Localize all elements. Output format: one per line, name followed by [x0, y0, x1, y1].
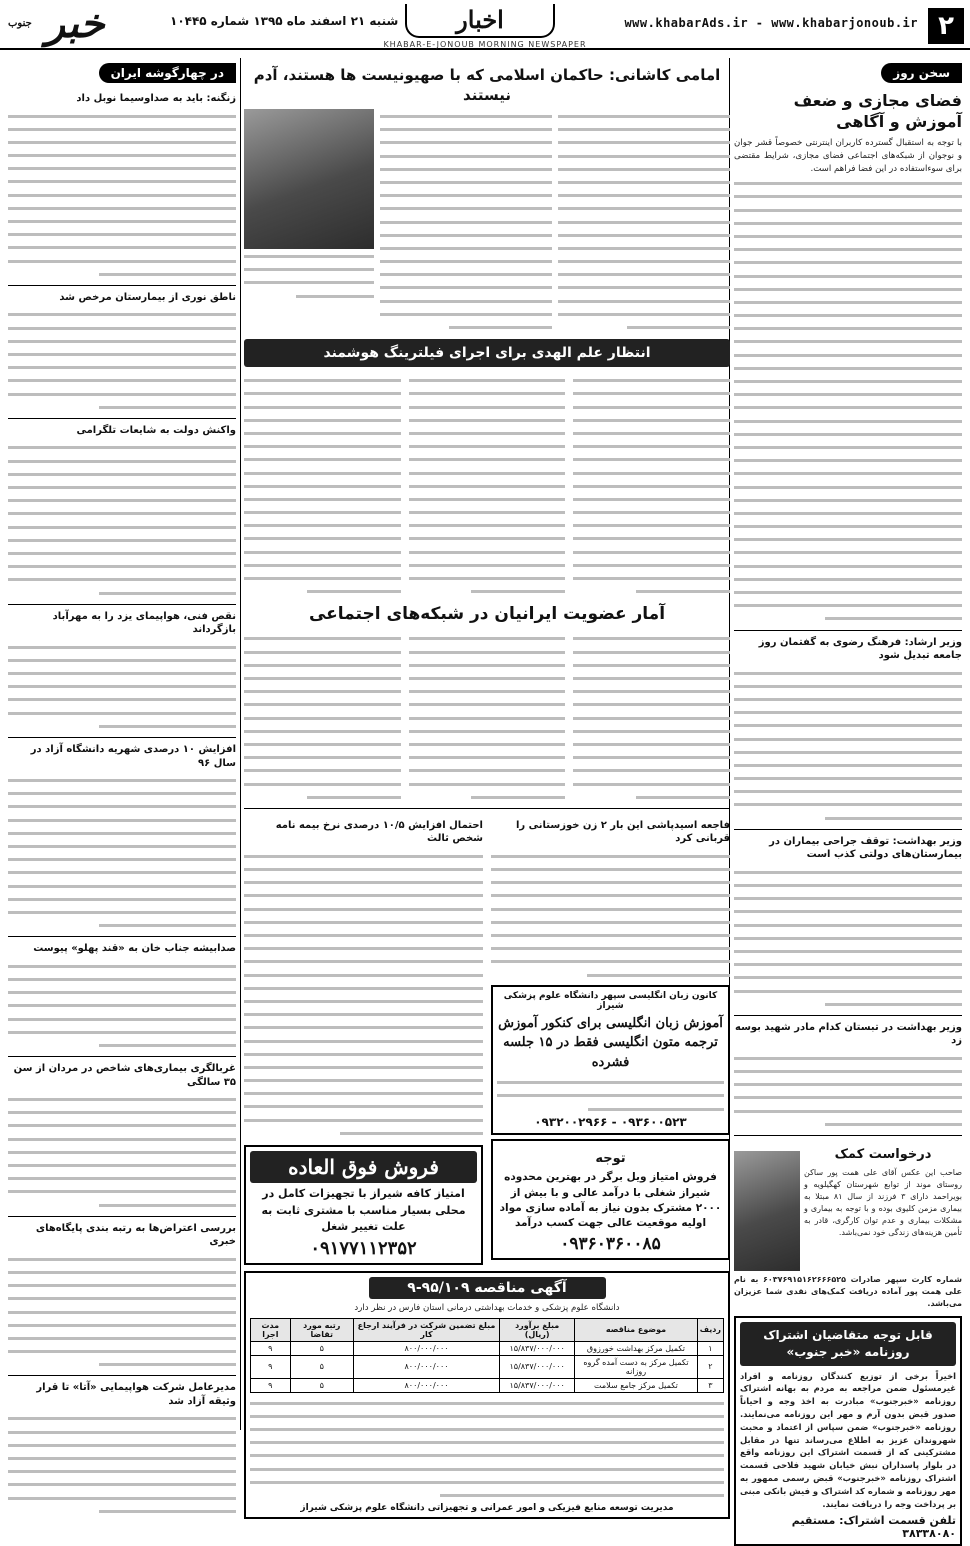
news-item-title: زنگنه: باید به صداوسیما نوبل داد [76, 93, 236, 104]
article-body [558, 109, 730, 333]
tender-subtitle: دانشگاه علوم پزشکی و خدمات بهداشتی درمانی استان فارس در نظر دارد [354, 1302, 620, 1313]
headline-banner: انتظار علم الهدی برای اجرای فیلترینگ هوشمند [244, 339, 730, 367]
ad-phone: ۰۹۱۷۷۱۱۲۳۵۲ [310, 1237, 417, 1259]
editorial-lead: با توجه به استقبال گسترده کاربران اینترنتی خصوصاً قشر جوان و نوجوان از شبکه‌های اجتماعی فضای مجازی، شرایط مقتضی برای سوءاستفاده در این فضا فراهم است. [734, 137, 962, 174]
story-body [734, 865, 962, 1010]
tender-col-header: ردیف [697, 1318, 723, 1341]
story-body [734, 1051, 962, 1130]
table-cell: ۱۵/۸۳۷/۰۰۰/۰۰۰ [500, 1378, 575, 1392]
table-cell: ۱۵/۸۳۷/۰۰۰/۰۰۰ [500, 1355, 575, 1378]
column-tag: سخن روز [881, 63, 962, 83]
article-body [380, 109, 552, 333]
site-url[interactable]: www.khabarAds.ir - www.khabarjonoub.ir [624, 16, 918, 30]
editorial-body [734, 176, 962, 624]
lower-row [244, 814, 730, 1265]
news-item-body [8, 640, 236, 732]
help-text: صاحب این عکس آقای علی همت پور ساکن روستای موند از توابع شهرستان کهگیلویه و بویراحمد دارای ۳ فرزند از سال ۸۱ مبتلا به بیماری مزمن کلیوی بوده و با توجه به بیماری و مشکلات بیماری و عدم توان کارگری، قادر به تأمین هزینه‌های زندگی خود نمی‌باشد. [804, 1167, 962, 1237]
ad-details [497, 1075, 724, 1115]
ad-title: آموزش زبان انگلیسی برای کنکور آموزش ترجمه متون انگلیسی فقط در ۱۵ جلسه فشرده [498, 1015, 723, 1070]
news-item-body [8, 1252, 236, 1371]
column-tag: در چهارگوشه ایران [99, 63, 236, 83]
table-cell: ۵ [290, 1378, 353, 1392]
news-item-body [8, 440, 236, 598]
table-cell: ۸۰۰/۰۰۰/۰۰۰ [353, 1355, 499, 1378]
news-item-title: بررسی اعتراض‌ها به رتبه بندی پایگاه‌های خبری [35, 1222, 236, 1248]
page-number: ۲ [928, 8, 964, 44]
tender-col-header: موضوع مناقصه [575, 1318, 698, 1341]
subscription-title: قابل توجه متقاضیان اشتراک روزنامه «خبر جنوب» [740, 1322, 956, 1366]
ad-text: فروش امتیاز ویل برگر در بهترین محدوده شیراز شغلی با درآمد عالی و با بیش از ۲۰۰۰ مشترک بدون نیاز به آماده سازی مواد اولیه موقعیت عالی جهت کسب درآمد [499, 1171, 722, 1230]
story-body [491, 849, 730, 981]
tender-col-header: مدت اجرا [251, 1318, 291, 1341]
column-rule [240, 58, 241, 1430]
ad-phone: ۰۹۳۶۰۰۵۲۳ - ۰۹۳۲۰۰۲۹۶۶ [534, 1114, 687, 1129]
table-cell: ۱۵/۸۳۷/۰۰۰/۰۰۰ [500, 1341, 575, 1355]
table-cell: ۸۰۰/۰۰۰/۰۰۰ [353, 1378, 499, 1392]
cleric-photo [244, 109, 374, 249]
article-photo-wrap [244, 109, 374, 333]
table-cell: ۵ [290, 1355, 353, 1378]
tender-col-header: رتبه مورد تقاضا [290, 1318, 353, 1341]
table-row [251, 1378, 724, 1392]
section-title: اخبار [405, 4, 555, 38]
article-columns [244, 631, 730, 802]
table-cell: ۸۰۰/۰۰۰/۰۰۰ [353, 1341, 499, 1355]
help-request [734, 1141, 962, 1271]
story-title: فاجعه اسیدپاشی این بار ۲ زن خوزستانی را قربانی کرد [516, 819, 730, 845]
story-title: احتمال افزایش ۱۰/۵ درصدی نرخ بیمه نامه شخص ثالث [275, 819, 483, 845]
news-item-title: غربالگری بیماری‌های شاخص در مردان از سن ۳۵ سالگی [13, 1063, 236, 1088]
news-item-body [8, 959, 236, 1051]
news-item-body [8, 1092, 236, 1211]
table-cell: ۹ [251, 1341, 291, 1355]
tender-conditions [250, 1396, 724, 1502]
table-cell: تکمیل مرکز بهداشت خورزوق [575, 1341, 698, 1355]
help-title: درخواست کمک [834, 1147, 932, 1163]
right-column [734, 62, 962, 1546]
ad-head: توجه [595, 1150, 626, 1166]
left-column [8, 62, 236, 1517]
ad-text: امتیاز کافه شیراز با تجهیزات کامل در محلی بسیار مناسب با مشتری ثابت به علت تغییر شغل [261, 1187, 466, 1234]
table-cell: ۳ [697, 1378, 723, 1392]
subscription-text: اخیراً برخی از توزیع کنندگان روزنامه و افراد غیرمسئول ضمن مراجعه به مردم به بهانه اشتراک روزنامه «خبرجنوب» مبادرت به اخذ وجه و احیاناً صدور قبض بدون آرم و مهر این روزنامه می‌نمایند. روزنامه «خبرجنوب» ضمن سپاس از اعتماد و محبت شهروندان عزیز به اطلاع می‌رساند تنها در مقابل مشترکینی که از قسمت اشتراک این روزنامه واقع در بلوار پاسداران نبش خیابان شهید فلاحی قسمت اشتراک روزنامه «خبرجنوب» قبض رسمی ممهور به مهر روزنامه و شماره کد اشتراک و فیش بانکی مبنی بر پرداخت وجه را دریافت نمایند. [740, 1370, 956, 1509]
news-item-title: نقص فنی، هواپیمای یزد را به مهرآباد بازگرداند [52, 610, 236, 636]
news-item-body [8, 1411, 236, 1517]
news-item-body [8, 109, 236, 280]
tender-notice [244, 1271, 730, 1520]
story-body [734, 666, 962, 824]
ad-phone: ۰۹۳۶۰۳۶۰۰۸۵ [560, 1234, 661, 1255]
tender-title: آگهی مناقصه ۹۵/۱۰۹-۹ [369, 1277, 606, 1299]
tender-col-header: مبلغ برآورد (ریال) [500, 1318, 575, 1341]
article-columns [244, 373, 730, 597]
tender-footer: مدیریت توسعه منابع فیزیکی و امور عمرانی و تجهیزاتی دانشگاه علوم پزشکی شیراز [300, 1503, 674, 1514]
help-account: شماره کارت سپهر صادرات ۶۰۳۷۶۹۱۵۱۶۲۶۶۶۵۲۵ به نام علی همت پور آماده دریافت کمک‌های نقدی شما عزیزان می‌باشد. [734, 1275, 962, 1309]
news-item-title: صدابیشه جناب خان به «قند پهلو» پیوست [33, 943, 236, 955]
story-title: وزیر ارشاد: فرهنگ رضوی به گفتمان روز جامعه تبدیل شود [758, 636, 962, 662]
story-body [244, 849, 483, 1139]
ad-cafe-sale [244, 1145, 483, 1265]
news-item-title: مدیرعامل شرکت هواپیمایی «آتا» تا قرار وثیقه آزاد شد [36, 1382, 236, 1407]
main-headline: امامی کاشانی: حاکمان اسلامی که با صهیونیست ها هستند، آدم نیستند [253, 66, 721, 104]
editorial-headline: فضای مجازی و ضعف آموزش و آگاهی [793, 91, 962, 131]
news-item-body [8, 307, 236, 413]
paper-subtitle: KHABAR-E-JONOUB MORNING NEWSPAPER [383, 40, 587, 49]
story-title: وزیر بهداشت در تبستان کدام مادر شهید بوسه زد [735, 1021, 962, 1047]
subscription-phone: تلفن قسمت اشتراک: مستقیم ۳۸۳۳۸۰۸۰ [791, 1514, 956, 1541]
section-headline: آمار عضویت ایرانیان در شبکه‌های اجتماعی [308, 604, 666, 625]
table-row [251, 1341, 724, 1355]
table-cell: تکمیل مرکز به دست آمده گروه روزانه [575, 1355, 698, 1378]
news-item-title: افزایش ۱۰ درصدی شهریه دانشگاه آزاد در سال ۹۶ [30, 744, 236, 769]
table-cell: ۱ [697, 1341, 723, 1355]
news-item-body [8, 773, 236, 931]
subscription-notice [734, 1316, 962, 1546]
masthead [0, 0, 970, 50]
middle-column [244, 62, 730, 1519]
story-title: وزیر بهداشت: توقف جراحی بیماران در بیمارستان‌های دولتی کذب است [769, 835, 962, 861]
ad-franchise [491, 1139, 730, 1260]
table-cell: ۵ [290, 1341, 353, 1355]
person-photo [734, 1151, 800, 1271]
paper-logo: خبر $^{جنوب}$ [8, 0, 105, 47]
ad-title: فروش فوق العاده [250, 1151, 477, 1183]
tender-col-header: مبلغ تضمین شرکت در فرآیند ارجاع کار [353, 1318, 499, 1341]
tender-table [250, 1318, 724, 1393]
photo-caption [244, 249, 374, 302]
news-item-title: واکنش دولت به شایعات تلگرامی [76, 424, 236, 436]
table-cell: ۲ [697, 1355, 723, 1378]
table-row [251, 1355, 724, 1378]
issue-date: شنبه ۲۱ اسفند ماه ۱۳۹۵ شماره ۱۰۴۴۵ [170, 14, 399, 28]
table-cell: ۹ [251, 1355, 291, 1378]
news-item-title: ناطق نوری از بیمارستان مرخص شد [59, 291, 236, 303]
ad-head: کانون زبان انگلیسی سپهر دانشگاه علوم پزشکی شیراز [503, 990, 718, 1011]
table-cell: تکمیل مرکز جامع سلامت [575, 1378, 698, 1392]
ad-english-course [491, 985, 730, 1135]
table-cell: ۹ [251, 1378, 291, 1392]
